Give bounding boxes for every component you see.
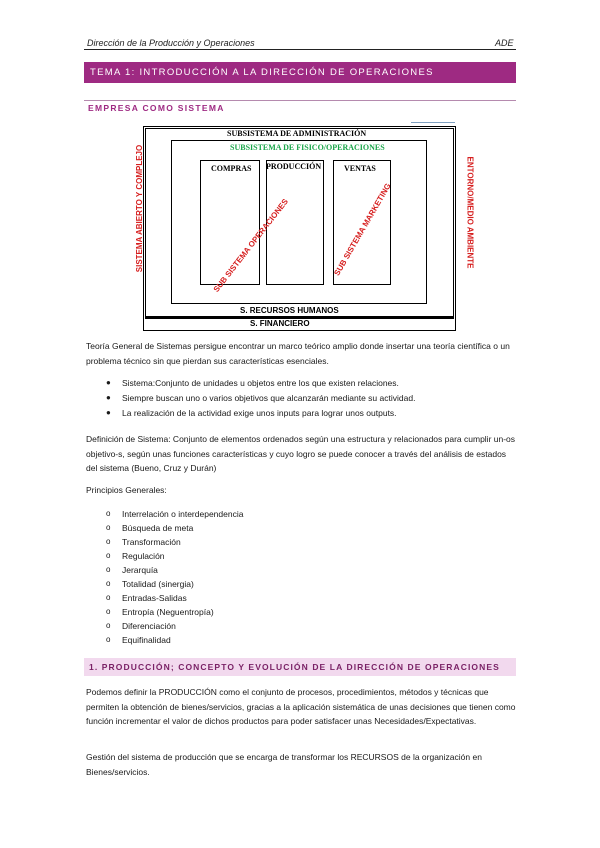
subsection-divider [84,100,516,101]
bullet-dot: ● [106,393,111,402]
marketing-subsystem-label: SUB SISTEMA MARKETING [332,181,393,278]
list-item: Sistema:Conjunto de unidades u objetos entre los que existen relaciones. [122,378,399,388]
paragraph-production-definition: Podemos definir la PRODUCCIÓN como el conjunto de procesos, procedimientos, métodos y técnicas que permiten la obtención de bienes/servicios, gracias a la aplicación sistemática de unas decisiones que tienen como función incrementar el valor de dichos productos para poder satisfacer unas Necesidades/Expectativas. [86,687,516,726]
bullet-circle: o [106,635,111,644]
list-item: Transformación [122,537,181,547]
chapter-title: TEMA 1: INTRODUCCIÓN A LA DIRECCIÓN DE OPERACIONES [90,67,434,78]
list-item: Entropía (Neguentropía) [122,607,214,617]
environment-label: ENTORNO/MEDIO AMBIENTE [465,156,475,269]
list-item: Interrelación o interdependencia [122,509,244,519]
bullet-circle: o [106,551,111,560]
running-header-subject: ADE [495,38,514,48]
bullet-circle: o [106,523,111,532]
compras-label: COMPRAS [211,164,252,173]
running-header-title: Dirección de la Producción y Operaciones [87,38,255,48]
list-item: Siempre buscan uno o varios objetivos que alcanzarán mediante su actividad. [122,393,416,403]
list-item: Diferenciación [122,621,176,631]
paragraph-production-management: Gestión del sistema de producción que se encarga de transformar los RECURSOS de la organización en Bienes/servicios. [86,752,482,777]
financial-label: S. FINANCIERO [250,319,310,328]
subsection-heading: EMPRESA COMO SISTEMA [88,103,225,113]
bullet-dot: ● [106,378,111,387]
list-item: Regulación [122,551,165,561]
section-heading: 1. PRODUCCIÓN; CONCEPTO Y EVOLUCIÓN DE LA DIRECCIÓN DE OPERACIONES [89,662,500,672]
list-item: Entradas-Salidas [122,593,187,603]
list-item: Totalidad (sinergia) [122,579,194,589]
bullet-circle: o [106,579,111,588]
produccion-box [266,160,324,285]
paragraph-general-systems-theory: Teoría General de Sistemas persigue encontrar un marco teórico amplio donde insertar una teoría científica o un problema técnico sin que pierdan sus características esenciales. [86,341,510,366]
bullet-dot: ● [106,408,111,417]
company-system-diagram [143,126,456,331]
header-divider [84,49,516,50]
bullet-circle: o [106,607,111,616]
principles-heading: Principios Generales: [86,485,167,495]
hr-label: S. RECURSOS HUMANOS [240,306,339,315]
bullet-circle: o [106,593,111,602]
decorative-line [411,122,455,123]
list-item: La realización de la actividad exige unos inputs para lograr unos outputs. [122,408,397,418]
bullet-circle: o [106,621,111,630]
list-item: Jerarquía [122,565,158,575]
bullet-circle: o [106,509,111,518]
bullet-circle: o [106,565,111,574]
open-system-label: SISTEMA ABIERTO Y COMPLEJO [135,144,145,273]
list-item: Búsqueda de meta [122,523,194,533]
operations-subsystem-label: SUB SISTEMA OPERACIONES [211,197,291,294]
produccion-label: PRODUCCIÓN [266,162,322,171]
paragraph-system-definition: Definición de Sistema: Conjunto de elementos ordenados según una estructura y relacionados para cumplir un-os objetivo-s, según unas funciones características y cuyo logro se puede conocer a través del análisis de estados del sistema (Bueno, Cruz y Durán) [86,434,516,473]
admin-label: SUBSISTEMA DE ADMINISTRACIÓN [227,129,367,138]
physical-label: SUBSISTEMA DE FISICO/OPERACIONES [230,143,385,152]
list-item: Equifinalidad [122,635,171,645]
bullet-circle: o [106,537,111,546]
ventas-label: VENTAS [344,164,376,173]
